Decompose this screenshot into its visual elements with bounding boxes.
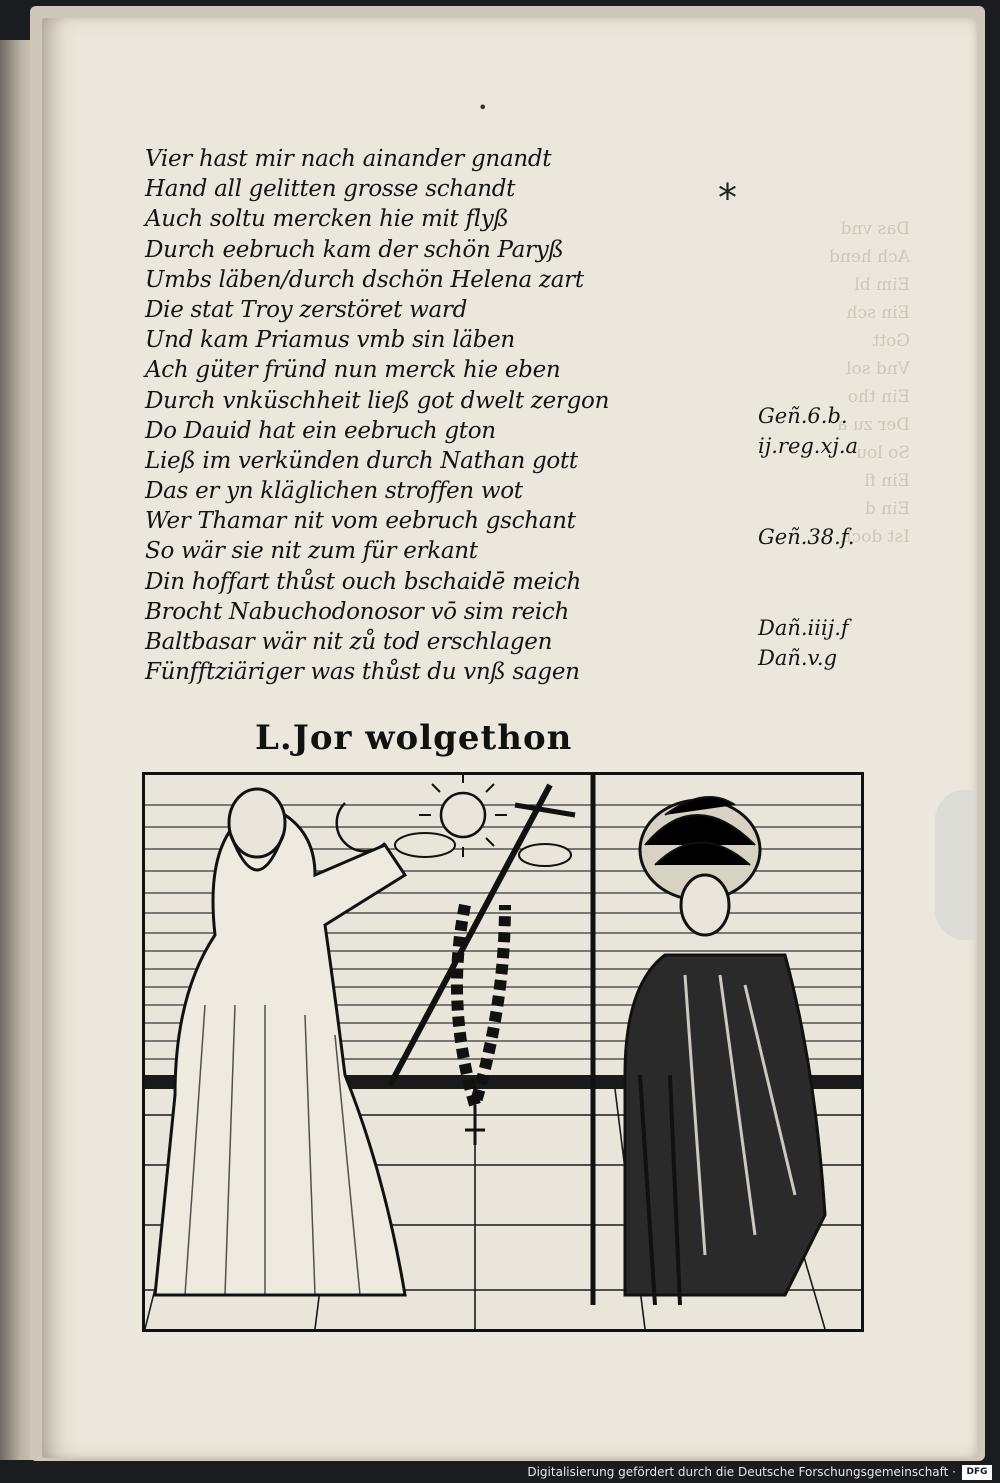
- verse-line: Fünfftziäriger was thůst du vnß sagen: [145, 659, 580, 686]
- footer-text: Digitalisierung gefördert durch die Deutsche Forschungsgemeinschaft ·: [527, 1465, 956, 1479]
- margin-note: Geñ.38.f.: [758, 525, 855, 549]
- verse-block: [145, 144, 745, 687]
- woodcut-illustration: [142, 772, 864, 1332]
- verse-line: Ach güter fründ nun merck hie eben: [145, 357, 561, 384]
- verse-line: Din hoffart thůst ouch bschaidē meich: [145, 568, 582, 595]
- verse-line: Brocht Nabuchodonosor vō sim reich: [145, 598, 569, 625]
- page-tab: [935, 790, 975, 940]
- woodcut-scene: [145, 775, 861, 1329]
- verse-line: Wer Thamar nit vom eebruch gschant: [145, 508, 576, 535]
- verse-line: Auch soltu mercken hie mit flyß: [145, 206, 509, 233]
- verse-line: Baltbasar wär nit zů tod erschlagen: [145, 629, 553, 655]
- dfg-logo: DFG: [962, 1465, 992, 1480]
- verse-line: Durch vnküschheit ließ got dwelt zergon: [145, 387, 610, 414]
- verse-line: Durch eebruch kam der schön Paryß: [145, 236, 564, 263]
- verse-line: Hand all gelitten grosse schandt: [145, 176, 516, 203]
- verse-line: Ließ im verkünden durch Nathan gott: [145, 447, 578, 474]
- verse-line: Das er yn kläglichen stroffen wot: [145, 478, 523, 505]
- verse-line: Die stat Troy zerstöret ward: [145, 296, 468, 323]
- margin-note: Dañ.iiij.f: [758, 616, 849, 640]
- verse-line: Vier hast mir nach ainander gnandt: [145, 146, 552, 172]
- footer-bar: [0, 1461, 1000, 1483]
- margin-note: ij.reg.xj.a: [758, 434, 859, 458]
- page-dot: •: [478, 98, 488, 117]
- star-mark: *: [718, 176, 737, 220]
- verse-line: Und kam Priamus vmb sin läben: [145, 327, 515, 354]
- bleed-through-text: Das vnd Ach hend Eim bl Ein sch Gott Vnd sol Ein tho Der zu a So lou Ein fl Ein d Ist doch: [829, 219, 910, 547]
- verse-line: Umbs läben/durch dschön Helena zart: [145, 266, 584, 293]
- verse-line: So wär sie nit zum für erkant: [145, 538, 478, 565]
- section-heading: L.Jor wolgethon: [255, 718, 573, 758]
- margin-note: Geñ.6.b.: [758, 404, 848, 428]
- margin-note: Dañ.v.g: [758, 646, 838, 670]
- verse-line: Do Dauid hat ein eebruch gton: [145, 417, 496, 444]
